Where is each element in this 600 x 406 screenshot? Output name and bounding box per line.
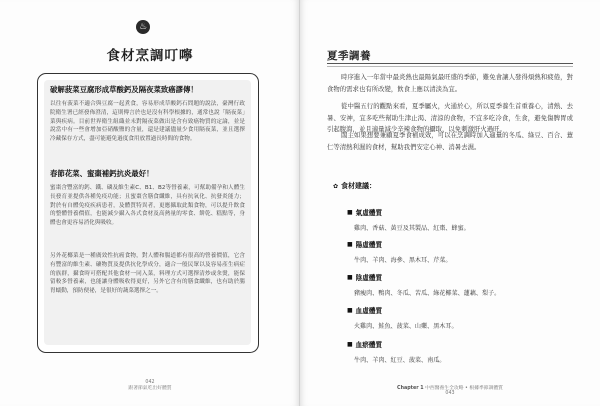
ingredient-list-header	[333, 181, 376, 191]
square-bullet-icon: ■	[347, 208, 353, 216]
group-title: 陰虛體質	[355, 274, 383, 282]
right-footer	[300, 384, 600, 396]
tip-paragraph-2: 蜜棗含豐富的鈣、鐵、磷及維生素C、B1、B2等營養素，可幫助備孕和人體生長發育並提供各種免疫功能；且蜜棗含膳食纖維，具有抗氧化、抗發炎能力；對於有自體免疫疾病患者，及體質特異者，更應攝取此類食物，可以提升飲食的整體營養價值，也能減少攝入各式食材及高熱量的零食、餅乾、糕點等，身體也會更容易消化與吸收。	[50, 184, 245, 227]
constitution-group	[347, 239, 567, 264]
group-title: 血瘀體質	[355, 341, 383, 349]
tip-paragraph-1: 以往有菠菜不適合與豆腐一起煮食，容易形成草酸鈣石問題的說法，臺灣行政院衛生署已經發佈澄清，這則傳言於也是沒有科學根據的，通常也說「隔夜菜」菜與疾病。目前世界衛生組織並未對隔夜菜做出是含有致癌物質的定論，並是說當中有一些會增加亞硝酸鹽的含量，還是建議儘量少食用隔夜菜，並且選擇冷藏保存方式，盡可能避免過度食用放置過長時間的食物。	[50, 100, 245, 143]
chapter-label: Chapter 1	[397, 386, 424, 391]
square-bullet-icon: ■	[347, 306, 353, 314]
square-bullet-icon: ■	[347, 240, 353, 248]
title-divider	[327, 63, 573, 64]
square-bullet-icon: ■	[347, 273, 353, 281]
tip-heading-1: 破解菠菜豆腐形成草酸鈣及隔夜菜致癌謬傳！	[50, 85, 198, 94]
group-items: 豬瘦肉、鴨肉、冬瓜、苦瓜、綠花椰菜、蓮藕、梨子。	[354, 290, 501, 297]
tip-box	[37, 73, 259, 353]
constitution-group	[347, 339, 567, 364]
ingredient-list-label: 食材建議：	[341, 182, 377, 190]
group-title: 氣虛體質	[355, 209, 383, 217]
group-title: 血虛體質	[355, 307, 383, 315]
group-items: 牛肉、羊肉、海參、黑木耳、芹菜。	[354, 257, 452, 264]
square-bullet-icon: ■	[347, 340, 353, 348]
tip-heading-2: 春節花菜、蜜棗補鈣抗炎最好！	[50, 168, 154, 178]
left-page-title: 食材烹調叮嚀	[106, 48, 194, 64]
tip-box-inner	[44, 80, 251, 345]
left-page-number: 042	[145, 380, 155, 385]
intro-paragraph-3: 闊主如果想要兼顧夏季食補成效，可以在烹調時加入適量的冬瓜、綠豆、百合、薏仁等清熱利濕的食材，幫助我們安定心神、消暑去濕。	[327, 131, 573, 151]
title-divider-thin	[327, 66, 573, 67]
constitution-group	[347, 272, 567, 297]
constitution-group	[347, 305, 567, 330]
left-footer	[0, 380, 300, 393]
group-items: 雞肉、香菇、黃豆及其製品、紅棗、蜂蜜。	[354, 225, 470, 232]
group-title: 陽虛體質	[355, 241, 383, 249]
right-page-number: 043	[445, 391, 455, 396]
constitution-group	[347, 207, 567, 232]
group-items: 火雞肉、鮭魚、菠菜、山藥、黑木耳。	[354, 323, 458, 330]
right-page	[300, 0, 600, 406]
group-items: 牛肉、羊肉、紅豆、菠菜、南瓜。	[354, 357, 446, 364]
section-title: 夏季調養	[327, 50, 371, 62]
intro-paragraph-2: 從中醫五行的觀點來看，夏季屬火，火通於心，所以夏季養生首重養心，清熱、去暑、安神，宜多吃些幫助生津止渴、清涼的食物，不宜多吃冷食，生食，避免傷脾胃或引起腹瀉，並且適量減少辛辣食物的攝取，以免刺激肝火過旺。	[327, 102, 573, 134]
tip-paragraph-3: 另外花椰菜是一種廣效性抗癌食物，對人體和腸道都有很高的營養價值，它含有豐富的維生素、礦物質及提供抗化學成分，適合一般民眾以及容易產生病症的族群，攝食時可搭配其他食材一同入菜，料理方式可選擇清炒或汆燙，能保留較多營養素，也能讓身體吸收得更好，另外它含有的膳食纖維，也有助於腸胃蠕動，預防便祕，是很好的蔬菜選擇之一。	[50, 252, 245, 295]
leaf-icon: ✿	[333, 182, 339, 190]
right-footer-caption: 中西醫養生全攻略 • 根據季節調體質	[425, 386, 503, 391]
chef-hat-icon: ♨	[136, 20, 150, 34]
left-footer-caption: 跟著節氣吃出好體質	[128, 386, 172, 392]
intro-paragraph-1: 時序進入一年當中最炎熱也最陽氣最旺盛的季節，難免會讓人發得煩熱和疲倦，對食物的需求也有所改變，飲食上應以清淡為宜。	[327, 73, 573, 93]
